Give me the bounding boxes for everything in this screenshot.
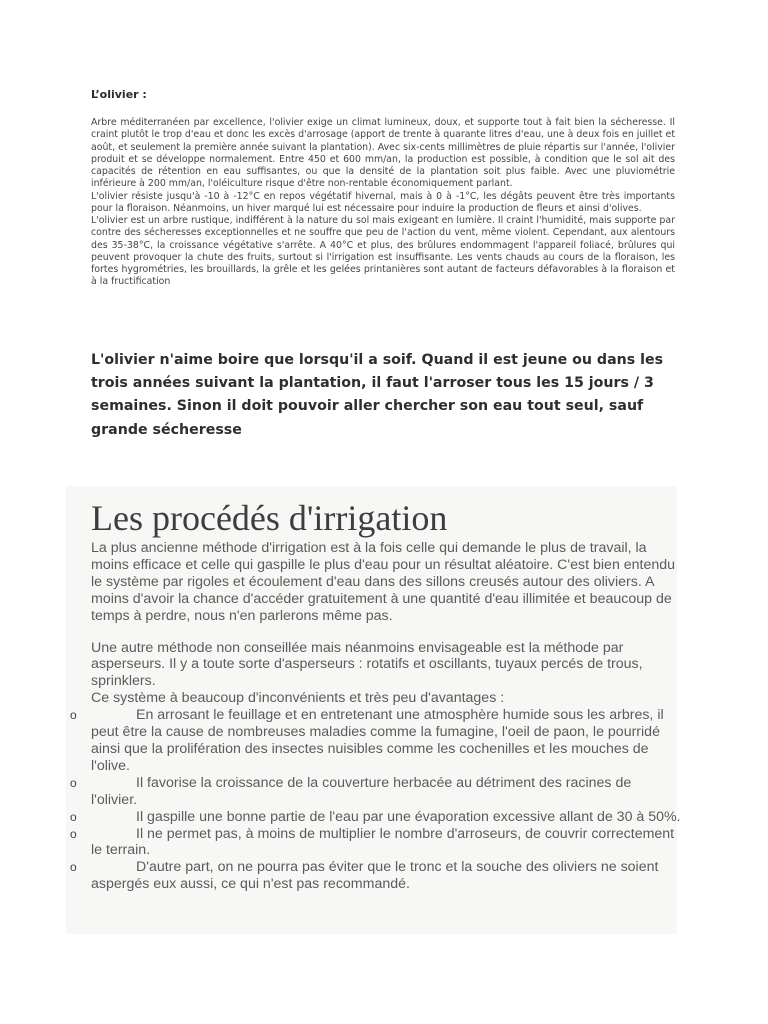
paragraph-climate: Arbre méditerranéen par excellence, l'olivier exige un climat lumineux, doux, et supporte tout à fait bien la sécheresse. Il craint plutôt le trop d'eau et donc les excès d'arrosage (apport de trente à quarante litres d'eau, une à deux fois en juillet et août, et seulement la première année suivant la plantation). Avec six-cents millimètres de pluie répartis sur l'année, l'olivier produit et se développe normalement. Entre 450 et 600 mm/an, la production est possible, à condition que le sol ait des capacités de rétention en eau suffisantes, ou que la densité de la plantation soit plus faible. Avec une pluviométrie inférieure à 200 mm/an, l'oléiculture risque d'être non-rentable économiquement parlant. xyxy=(91,117,675,190)
bullet-circle-icon: o xyxy=(70,708,77,723)
watering-quote: L'olivier n'aime boire que lorsqu'il a soif. Quand il est jeune ou dans les trois années suivant la plantation, il faut l'arroser tous les 15 jours / 3 semaines. Sinon il doit pouvoir aller chercher son eau tout seul, sauf grande sécheresse xyxy=(91,352,664,438)
list-item xyxy=(70,707,681,775)
list-item xyxy=(70,859,681,893)
bullet-text: Il ne permet pas, à moins de multiplier le nombre d'arroseurs, de couvrir correctement le terrain. xyxy=(91,825,675,859)
drawbacks-list xyxy=(70,707,681,893)
bullet-text: Il favorise la croissance de la couverture herbacée au détriment des racines de l'olivier. xyxy=(91,774,632,808)
paragraph-cold-resistance: L'olivier résiste jusqu'à -10 à -12°C en repos végétatif hivernal, mais à 0 à -1°C, les dégâts peuvent être très importants pour la floraison. Néanmoins, un hiver marqué lui est nécessaire pour induire la production de fleurs et ainsi d'olives. xyxy=(91,190,675,214)
paragraph-rustic-tree: L'olivier est un arbre rustique, indifférent à la nature du sol mais exigeant en lumière. Il craint l'humidité, mais supporte par contre des sécheresses exceptionnelles et ne souffre que peu de l'action du vent, même violent. Cependant, aux alentours des 35-38°C, la croissance végétative s'arrête. A 40°C et plus, des brûlures endommagent l'appareil foliacé, brûlures qui peuvent provoquer la chute des fruits, surtout si l'irrigation est insuffisante. Les vents chauds au cours de la floraison, les fortes hygrométries, les brouillards, la grêle et les gelées printanières sont autant de facteurs défavorables à la floraison et à la fructification xyxy=(91,215,675,288)
bullet-text: Il gaspille une bonne partie de l'eau par une évaporation excessive allant de 30 à 50%. xyxy=(136,808,681,825)
bullet-text: D'autre part, on ne pourra pas éviter que le tronc et la souche des oliviers ne soient aspergés eux aussi, ce qui n'est pas recommandé. xyxy=(91,859,659,893)
irrigation-body xyxy=(70,540,681,893)
paragraph-spacer xyxy=(91,625,681,640)
list-item xyxy=(70,825,681,860)
olivier-description xyxy=(91,117,675,289)
bullet-circle-icon: o xyxy=(70,826,77,841)
bullet-circle-icon: o xyxy=(70,775,77,790)
section-title-olivier: L’olivier : xyxy=(91,88,147,101)
bullet-circle-icon: o xyxy=(70,860,77,875)
paragraph-sprinkler-method: Une autre méthode non conseillée mais néanmoins envisageable est la méthode par asperseurs. Il y a toute sorte d'asperseurs : rotatifs et oscillants, tuyaux percés de trous, sprinklers. xyxy=(91,639,643,690)
paragraph-furrow-method: La plus ancienne méthode d'irrigation est à la fois celle qui demande le plus de travail, la moins efficace et celle qui gaspille le plus d'eau pour un résultat aléatoire. C'est bien entendu le système par rigoles et écoulement d'eau dans des sillons creusés autour des oliviers. A moins d'avoir la chance d'accéder gratuitement à une quantité d'eau illimitée et beaucoup de temps à perdre, nous n'en parlerons même pas. xyxy=(91,540,676,624)
list-item xyxy=(70,774,681,809)
bullet-text: En arrosant le feuillage et en entretenant une atmosphère humide sous les arbres, il peut être la cause de nombreuses maladies comme la fumagine, l'oeil de paon, le pourridé ainsi que la prolifération des insectes nuisibles comme les cochenilles et les mouches de l'olive. xyxy=(91,707,664,774)
bullet-circle-icon: o xyxy=(70,809,77,824)
paragraph-drawbacks-intro: Ce système à beaucoup d'inconvénients et très peu d'avantages : xyxy=(91,690,505,707)
irrigation-heading: Les procédés d'irrigation xyxy=(91,498,448,538)
list-item xyxy=(70,808,681,826)
